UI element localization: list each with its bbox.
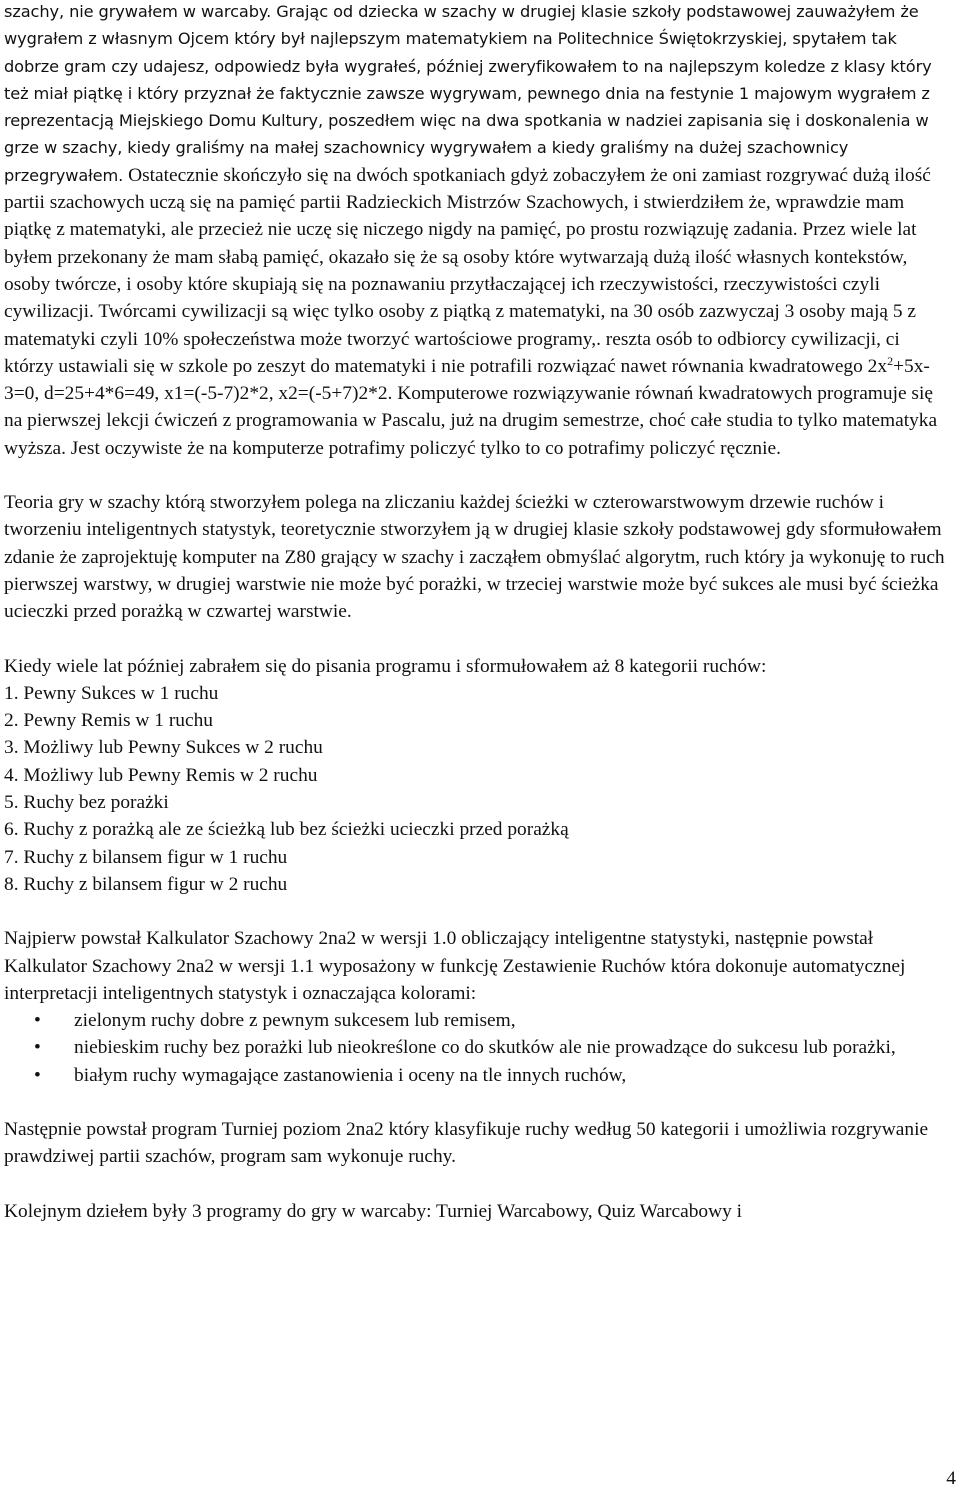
- category-item: 2. Pewny Remis w 1 ruchu: [4, 710, 213, 732]
- text-equation: +5x-3=0, d=25+4*6=49, x1=(-5-7)2*2, x2=(-5+7)2*2. Komputerowe rozwiązywanie równań kwadratowych programuje się na pierwszej lekcji ćwiczeń z programowania w Pascalu, już na drugim semestrze, choć całe studia to tylko matematyka wyższa. Jest oczywiste że na komputerze potrafimy policzyć tylko to co potrafimy policzyć ręcznie.: [4, 355, 938, 459]
- paragraph-spacer: [4, 1089, 954, 1116]
- paragraph-spacer: [4, 898, 954, 925]
- paragraph-calculator: Najpierw powstał Kalkulator Szachowy 2na2 w wersji 1.0 obliczający inteligentne statystyki, następnie powstał Kalkulator Szachowy 2na2 w wersji 1.1 wyposażony w funkcję Zestawienie Ruchów która dokonuje automatycznej interpretacji inteligentnych statystyk i oznaczająca kolorami:: [4, 928, 906, 1004]
- bullet-icon: •: [34, 1010, 41, 1032]
- paragraph-theory: Teoria gry w szachy którą stworzyłem polega na zliczaniu każdej ścieżki w czterowarstwowym drzewie ruchów i tworzeniu inteligentnych statystyk, teoretycznie stworzyłem ją w drugiej klasie szkoły podstawowej gdy sformułowałem zdanie że zaprojektuję komputer na Z80 grający w szachy i zacząłem obmyślać algorytm, ruch który ja wykonuję to ruch pierwszej warstwy, w drugiej warstwie nie może być porażki, w trzeciej warstwie może być sukces ale musi być ścieżka ucieczki przed porażką w czwartej warstwie.: [4, 492, 945, 623]
- bullet-item: [4, 1007, 954, 1034]
- paragraph-spacer: [4, 462, 954, 489]
- document-page: [4, 0, 954, 1225]
- bullet-item: [4, 1034, 954, 1061]
- categories-list: [4, 680, 954, 898]
- category-item: 6. Ruchy z porażką ale ze ścieżką lub bez ścieżki ucieczki przed porażką: [4, 819, 569, 841]
- category-item: 7. Ruchy z bilansem figur w 1 ruchu: [4, 846, 288, 868]
- bullet-icon: •: [34, 1064, 41, 1086]
- bullet-text: niebieskim ruchy bez porażki lub nieokreślone co do skutków ale nie prowadzące do sukcesu lub porażki,: [74, 1037, 896, 1059]
- sans-text-fragment: szachy, nie grywałem w warcaby.: [4, 2, 277, 21]
- paragraph-tournament: Następnie powstał program Turniej poziom 2na2 który klasyfikuje ruchy według 50 kategorii i umożliwia rozgrywanie prawdziwej partii szachów, program sam wykonuje ruchy.: [4, 1118, 929, 1168]
- bullet-text: zielonym ruchy dobre z pewnym sukcesem lub remisem,: [74, 1010, 516, 1032]
- bullet-item: [4, 1062, 954, 1089]
- category-item: 4. Możliwy lub Pewny Remis w 2 ruchu: [4, 764, 318, 786]
- page-number: 4: [946, 1468, 956, 1489]
- bullet-icon: •: [34, 1037, 41, 1059]
- paragraph-intro: [4, 0, 954, 462]
- paragraph-spacer: [4, 626, 954, 653]
- category-item: 1. Pewny Sukces w 1 ruchu: [4, 682, 219, 704]
- category-item: 8. Ruchy z bilansem figur w 2 ruchu: [4, 873, 288, 895]
- category-item: 3. Możliwy lub Pewny Sukces w 2 ruchu: [4, 737, 323, 759]
- category-item: 5. Ruchy bez porażki: [4, 792, 169, 814]
- sans-text-chess-story: Grając od dziecka w szachy w drugiej klasie szkoły podstawowej zauważyłem że wygrałem z własnym Ojcem który był najlepszym matematykiem na Politechnice Świętokrzyskiej, spytałem tak dobrze gram czy udajesz, odpowiedz była wygrałeś, później zweryfikowałem to na najlepszym koledze z klasy który też miał piątkę i który przyznał że faktycznie zawsze wygrywam, pewnego dnia na festynie 1 majowym wygrałem z reprezentacją Miejskiego Domu Kultury, poszedłem więc na dwa spotkania w nadziei zapisania się i doskonalenia w grze w szachy, kiedy graliśmy na małej szachownicy wygrywałem a kiedy graliśmy na dużej szachownicy przegrywałem.: [4, 2, 932, 185]
- bullet-text: białym ruchy wymagające zastanowienia i oceny na tle innych ruchów,: [74, 1064, 627, 1086]
- color-bullet-list: [4, 1007, 954, 1089]
- text-conclusion: Ostatecznie skończyło się na dwóch spotkaniach gdyż zobaczyłem że oni zamiast rozgrywać dużą ilość partii szachowych uczą się na pamięć partii Radzieckich Mistrzów Szachowych, i stwierdziłem że, wprawdzie mam piątkę z matematyki, ale przecież nie uczę się niczego nigdy na pamięć, po prostu rozwiązuję zadania. Przez wiele lat byłem przekonany że mam słabą pamięć, okazało się że są osoby które wytwarzają dużą ilość własnych kontekstów, osoby twórcze, i osoby które skupiają się na poznawaniu przytłaczającej ich rzeczywistości, rzeczywistości czyli cywilizacji. Twórcami cywilizacji są więc tylko osoby z piątką z matematyki, na 30 osób zazwyczaj 3 osoby mają 5 z matematyki czyli 10% społeczeństwa może tworzyć wartościowe programy,. reszta osób to odbiorcy cywilizacji, ci którzy ustawiali się w szkole po zeszyt do matematyki i nie potrafili rozwiązać nawet równania kwadratowego 2x: [4, 164, 931, 377]
- paragraph-categories-intro: Kiedy wiele lat później zabrałem się do pisania programu i sformułowałem aż 8 kategorii ruchów:: [4, 655, 767, 677]
- paragraph-spacer: [4, 1171, 954, 1198]
- paragraph-checkers: Kolejnym dziełem były 3 programy do gry w warcaby: Turniej Warcabowy, Quiz Warcabowy i: [4, 1200, 743, 1222]
- exponent: 2: [887, 353, 894, 368]
